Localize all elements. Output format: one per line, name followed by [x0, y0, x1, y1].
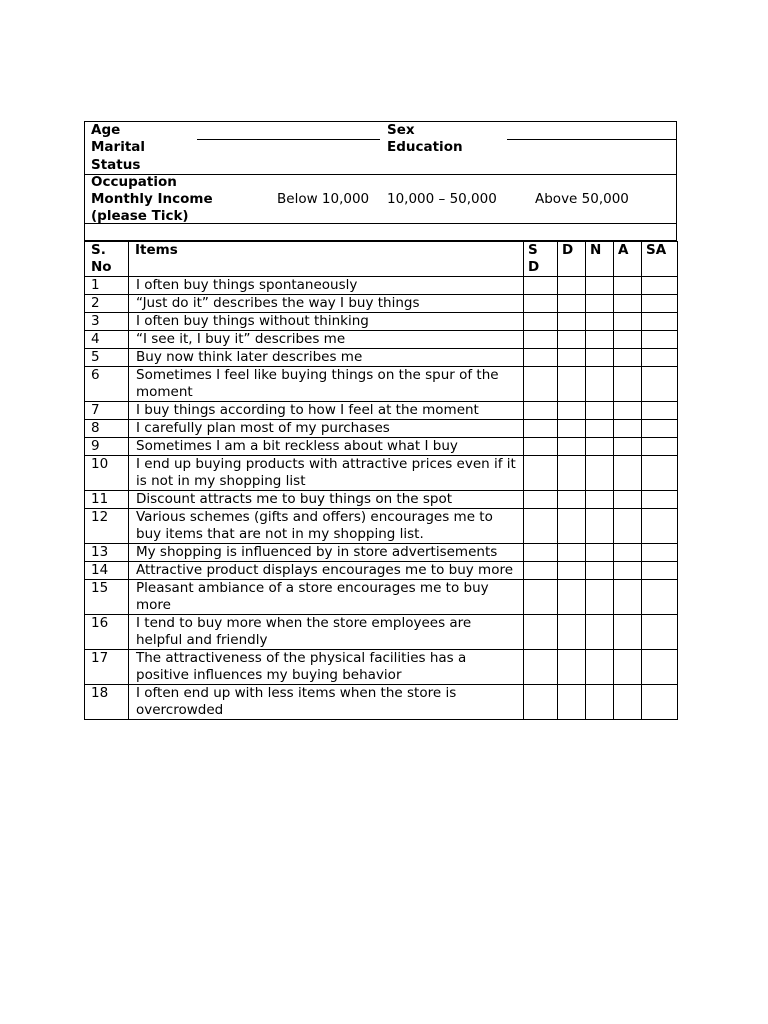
response-cell-n[interactable]	[586, 685, 614, 720]
response-cell-d[interactable]	[558, 615, 586, 650]
occupation-label: Occupation	[91, 174, 177, 190]
response-cell-sa[interactable]	[642, 277, 678, 295]
header-n: N	[586, 242, 614, 277]
response-cell-n[interactable]	[586, 331, 614, 349]
response-cell-a[interactable]	[614, 650, 642, 685]
row-item-text: Discount attracts me to buy things on the spot	[129, 491, 524, 509]
response-cell-a[interactable]	[614, 277, 642, 295]
row-number: 8	[85, 420, 129, 438]
response-cell-d[interactable]	[558, 277, 586, 295]
row-number: 7	[85, 402, 129, 420]
row-item-text: “Just do it” describes the way I buy things	[129, 295, 524, 313]
row-number: 6	[85, 367, 129, 402]
table-row	[85, 277, 678, 295]
response-cell-a[interactable]	[614, 562, 642, 580]
table-row	[85, 456, 678, 491]
response-cell-sa[interactable]	[642, 349, 678, 367]
response-cell-a[interactable]	[614, 331, 642, 349]
table-row	[85, 615, 678, 650]
response-cell-a[interactable]	[614, 580, 642, 615]
response-cell-n[interactable]	[586, 509, 614, 544]
response-cell-sd[interactable]	[524, 650, 558, 685]
response-cell-sa[interactable]	[642, 331, 678, 349]
response-cell-n[interactable]	[586, 456, 614, 491]
items-table	[84, 241, 678, 720]
row-number: 4	[85, 331, 129, 349]
response-cell-sd[interactable]	[524, 295, 558, 313]
response-cell-d[interactable]	[558, 491, 586, 509]
income-option-above-50000[interactable]: Above 50,000	[535, 191, 629, 207]
response-cell-sd[interactable]	[524, 509, 558, 544]
response-cell-n[interactable]	[586, 562, 614, 580]
response-cell-d[interactable]	[558, 438, 586, 456]
response-cell-n[interactable]	[586, 650, 614, 685]
table-row	[85, 438, 678, 456]
response-cell-sd[interactable]	[524, 402, 558, 420]
row-number: 11	[85, 491, 129, 509]
response-cell-sa[interactable]	[642, 544, 678, 562]
response-cell-a[interactable]	[614, 615, 642, 650]
row-number: 10	[85, 456, 129, 491]
response-cell-n[interactable]	[586, 615, 614, 650]
response-cell-sa[interactable]	[642, 685, 678, 720]
row-number: 12	[85, 509, 129, 544]
response-cell-d[interactable]	[558, 331, 586, 349]
response-cell-sa[interactable]	[642, 420, 678, 438]
response-cell-sd[interactable]	[524, 562, 558, 580]
income-label: Monthly Income	[91, 191, 213, 207]
table-header-row	[85, 242, 678, 277]
response-cell-a[interactable]	[614, 367, 642, 402]
response-cell-a[interactable]	[614, 544, 642, 562]
response-cell-d[interactable]	[558, 650, 586, 685]
row-number: 15	[85, 580, 129, 615]
response-cell-a[interactable]	[614, 420, 642, 438]
row-item-text: “I see it, I buy it” describes me	[129, 331, 524, 349]
response-cell-sa[interactable]	[642, 650, 678, 685]
response-cell-n[interactable]	[586, 313, 614, 331]
row-item-text: I buy things according to how I feel at the moment	[129, 402, 524, 420]
response-cell-sd[interactable]	[524, 277, 558, 295]
row-number: 13	[85, 544, 129, 562]
response-cell-n[interactable]	[586, 438, 614, 456]
response-cell-d[interactable]	[558, 402, 586, 420]
income-tick-label: (please Tick)	[91, 208, 189, 224]
response-cell-d[interactable]	[558, 685, 586, 720]
response-cell-sd[interactable]	[524, 685, 558, 720]
response-cell-sa[interactable]	[642, 313, 678, 331]
response-cell-sd[interactable]	[524, 456, 558, 491]
table-row	[85, 562, 678, 580]
income-option-10000-50000[interactable]: 10,000 – 50,000	[387, 191, 497, 207]
response-cell-n[interactable]	[586, 349, 614, 367]
row-number: 1	[85, 277, 129, 295]
response-cell-a[interactable]	[614, 438, 642, 456]
response-cell-d[interactable]	[558, 367, 586, 402]
table-row	[85, 580, 678, 615]
row-number: 16	[85, 615, 129, 650]
marital-label: Marital	[91, 139, 146, 155]
table-row	[85, 349, 678, 367]
row-number: 9	[85, 438, 129, 456]
row-item-text: My shopping is influenced by in store advertisements	[129, 544, 524, 562]
response-cell-sd[interactable]	[524, 367, 558, 402]
table-row	[85, 544, 678, 562]
header-d: D	[558, 242, 586, 277]
response-cell-d[interactable]	[558, 544, 586, 562]
response-cell-n[interactable]	[586, 295, 614, 313]
row-number: 2	[85, 295, 129, 313]
row-number: 3	[85, 313, 129, 331]
table-row	[85, 402, 678, 420]
table-body	[85, 277, 678, 720]
table-row	[85, 313, 678, 331]
response-cell-d[interactable]	[558, 580, 586, 615]
response-cell-a[interactable]	[614, 402, 642, 420]
row-number: 18	[85, 685, 129, 720]
response-cell-n[interactable]	[586, 491, 614, 509]
row-item-text: I often end up with less items when the store is overcrowded	[129, 685, 524, 720]
questionnaire-page	[84, 121, 677, 720]
row-item-text: Sometimes I feel like buying things on the spur of the moment	[129, 367, 524, 402]
response-cell-n[interactable]	[586, 544, 614, 562]
header-items: Items	[129, 242, 524, 277]
response-cell-sd[interactable]	[524, 615, 558, 650]
response-cell-n[interactable]	[586, 420, 614, 438]
response-cell-d[interactable]	[558, 456, 586, 491]
response-cell-sd[interactable]	[524, 580, 558, 615]
response-cell-d[interactable]	[558, 349, 586, 367]
response-cell-a[interactable]	[614, 491, 642, 509]
sex-label: Sex	[387, 122, 415, 138]
response-cell-sa[interactable]	[642, 438, 678, 456]
row-item-text: Various schemes (gifts and offers) encourages me to buy items that are not in my shopping list.	[129, 509, 524, 544]
row-item-text: Sometimes I am a bit reckless about what I buy	[129, 438, 524, 456]
response-cell-a[interactable]	[614, 509, 642, 544]
row-item-text: Pleasant ambiance of a store encourages me to buy more	[129, 580, 524, 615]
response-cell-a[interactable]	[614, 313, 642, 331]
response-cell-sa[interactable]	[642, 402, 678, 420]
sex-field-line[interactable]	[507, 139, 676, 140]
response-cell-sa[interactable]	[642, 509, 678, 544]
table-row	[85, 509, 678, 544]
row-number: 5	[85, 349, 129, 367]
age-label: Age	[91, 122, 121, 138]
income-option-below-10000[interactable]: Below 10,000	[277, 191, 370, 207]
table-row	[85, 367, 678, 402]
row-item-text: I end up buying products with attractive prices even if it is not in my shopping list	[129, 456, 524, 491]
response-cell-sd[interactable]	[524, 544, 558, 562]
response-cell-sa[interactable]	[642, 615, 678, 650]
header-sno: S. No	[85, 242, 129, 277]
response-cell-d[interactable]	[558, 313, 586, 331]
response-cell-sa[interactable]	[642, 456, 678, 491]
response-cell-n[interactable]	[586, 580, 614, 615]
row-number: 14	[85, 562, 129, 580]
response-cell-a[interactable]	[614, 295, 642, 313]
response-cell-n[interactable]	[586, 402, 614, 420]
response-cell-sd[interactable]	[524, 313, 558, 331]
age-field-line[interactable]	[197, 139, 380, 140]
marital-status-label: Status	[91, 157, 141, 173]
response-cell-sa[interactable]	[642, 562, 678, 580]
response-cell-n[interactable]	[586, 277, 614, 295]
response-cell-d[interactable]	[558, 562, 586, 580]
income-divider	[85, 174, 676, 175]
row-number: 17	[85, 650, 129, 685]
row-item-text: I often buy things without thinking	[129, 313, 524, 331]
response-cell-sa[interactable]	[642, 491, 678, 509]
table-row	[85, 331, 678, 349]
row-item-text: Buy now think later describes me	[129, 349, 524, 367]
header-sd: S D	[524, 242, 558, 277]
response-cell-sd[interactable]	[524, 491, 558, 509]
response-cell-sa[interactable]	[642, 367, 678, 402]
response-cell-sa[interactable]	[642, 580, 678, 615]
row-item-text: I often buy things spontaneously	[129, 277, 524, 295]
response-cell-sd[interactable]	[524, 420, 558, 438]
response-cell-sd[interactable]	[524, 349, 558, 367]
response-cell-a[interactable]	[614, 349, 642, 367]
response-cell-sd[interactable]	[524, 331, 558, 349]
header-a: A	[614, 242, 642, 277]
row-item-text: The attractiveness of the physical facilities has a positive influences my buying behavior	[129, 650, 524, 685]
table-row	[85, 420, 678, 438]
row-item-text: I carefully plan most of my purchases	[129, 420, 524, 438]
demographics-section	[84, 121, 677, 224]
response-cell-d[interactable]	[558, 420, 586, 438]
education-label: Education	[387, 139, 463, 155]
table-row	[85, 295, 678, 313]
response-cell-a[interactable]	[614, 685, 642, 720]
table-row	[85, 685, 678, 720]
row-item-text: Attractive product displays encourages me to buy more	[129, 562, 524, 580]
row-item-text: I tend to buy more when the store employees are helpful and friendly	[129, 615, 524, 650]
response-cell-a[interactable]	[614, 456, 642, 491]
response-cell-n[interactable]	[586, 367, 614, 402]
table-row	[85, 650, 678, 685]
response-cell-d[interactable]	[558, 295, 586, 313]
table-row	[85, 491, 678, 509]
section-spacer	[84, 224, 677, 241]
header-sa: SA	[642, 242, 678, 277]
response-cell-sa[interactable]	[642, 295, 678, 313]
response-cell-sd[interactable]	[524, 438, 558, 456]
response-cell-d[interactable]	[558, 509, 586, 544]
